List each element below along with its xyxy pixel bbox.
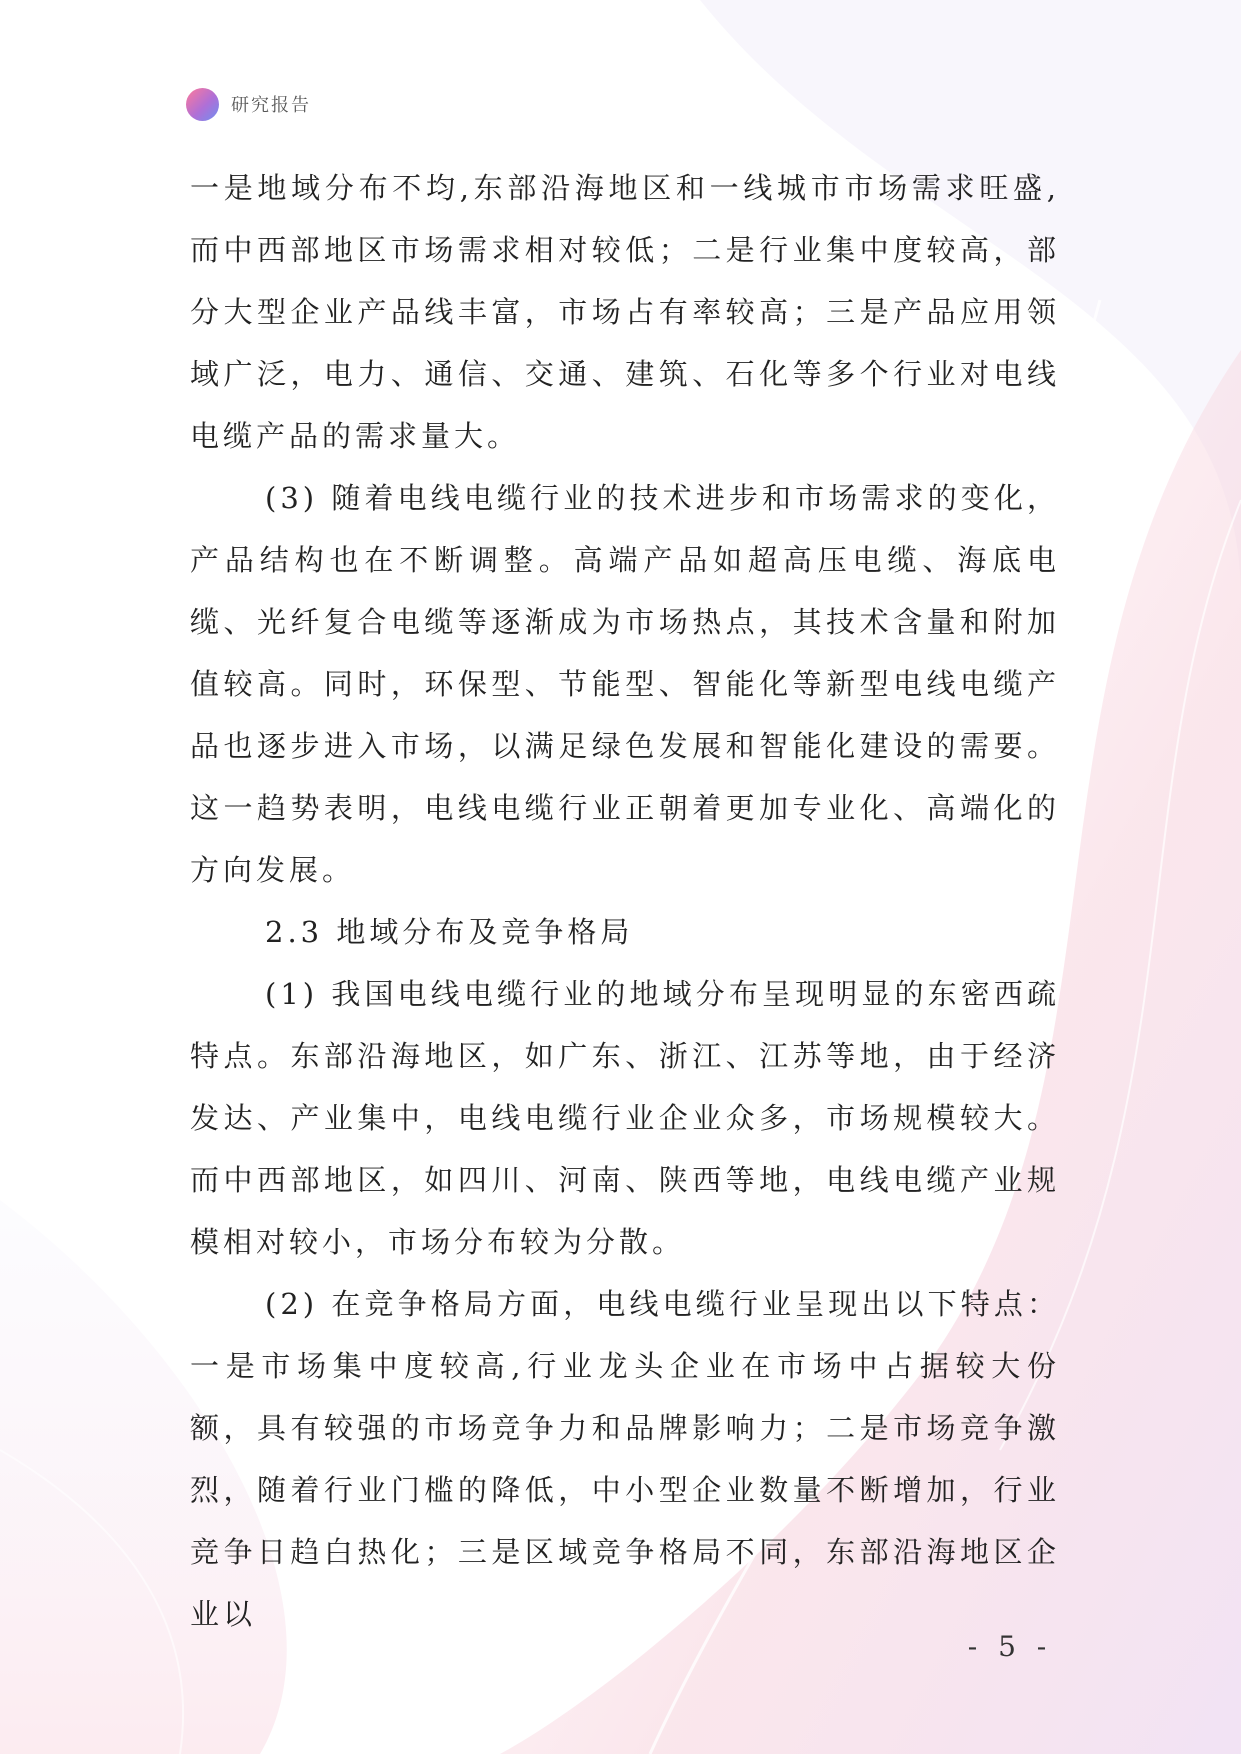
paragraph: (1) 我国电线电缆行业的地域分布呈现明显的东密西疏特点。东部沿海地区，如广东、浙江、江苏等地，由于经济发达、产业集中，电线电缆行业企业众多，市场规模较大。而中西部地区，如四川、河南、陕西等地，电线电缆产业规模相对较小，市场分布较为分散。 xyxy=(190,977,1060,1259)
header-title: 研究报告 xyxy=(231,95,311,116)
report-header xyxy=(186,86,311,122)
document-body xyxy=(190,157,1060,1645)
paragraph: (3) 随着电线电缆行业的技术进步和市场需求的变化，产品结构也在不断调整。高端产品如超高压电缆、海底电缆、光纤复合电缆等逐渐成为市场热点，其技术含量和附加值较高。同时，环保型、节能型、智能化等新型电线电缆产品也逐步进入市场，以满足绿色发展和智能化建设的需要。这一趋势表明，电线电缆行业正朝着更加专业化、高端化的方向发展。 xyxy=(190,481,1060,887)
page-number: - 5 - xyxy=(967,1630,1053,1663)
paragraph: (2) 在竞争格局方面，电线电缆行业呈现出以下特点：一是市场集中度较高,行业龙头企业在市场中占据较大份额，具有较强的市场竞争力和品牌影响力；二是市场竞争激烈，随着行业门槛的降低，中小型企业数量不断增加，行业竞争日趋白热化；三是区域竞争格局不同，东部沿海地区企业以 xyxy=(190,1287,1060,1631)
logo-circle-icon xyxy=(186,88,219,121)
section-heading: 2.3 地域分布及竞争格局 xyxy=(265,915,634,949)
paragraph: 一是地域分布不均,东部沿海地区和一线城市市场需求旺盛,而中西部地区市场需求相对较低；二是行业集中度较高，部分大型企业产品线丰富，市场占有率较高；三是产品应用领域广泛，电力、通信、交通、建筑、石化等多个行业对电线电缆产品的需求量大。 xyxy=(190,171,1060,453)
